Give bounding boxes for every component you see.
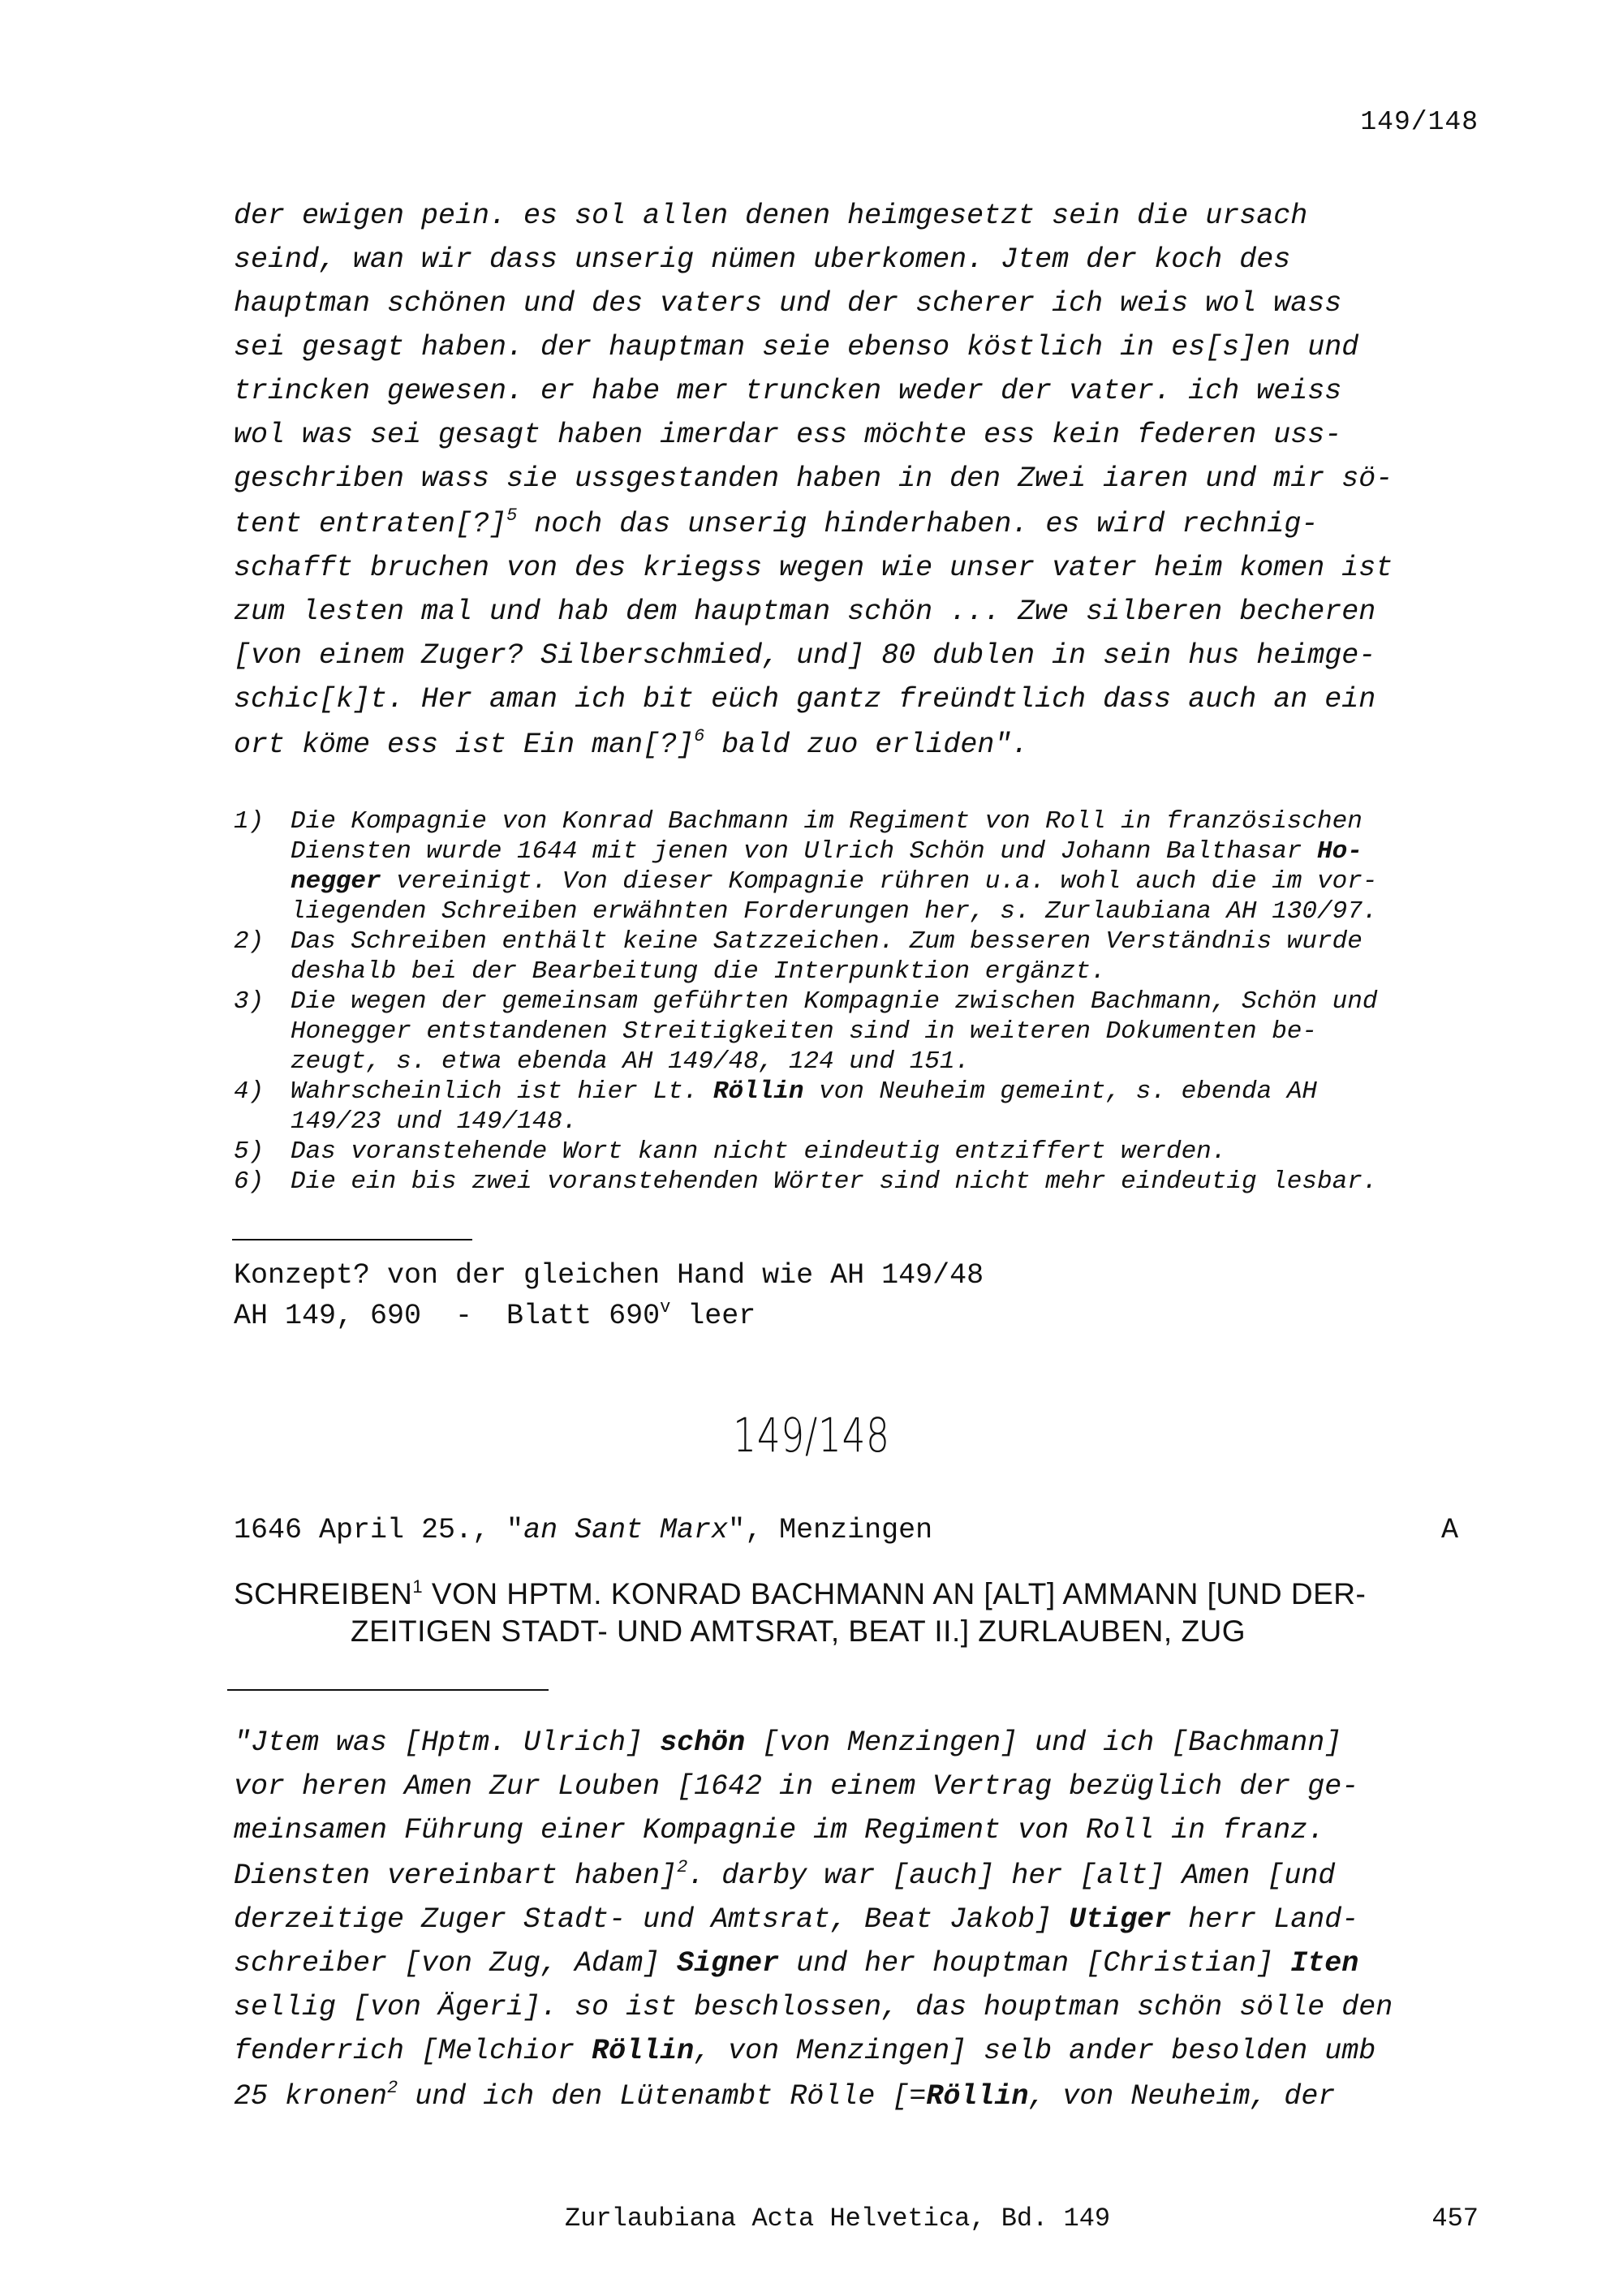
text-line: meinsamen Führung einer Kompagnie im Regiment von Roll in franz. bbox=[234, 1814, 1325, 1847]
footer-title: Zurlaubiana Acta Helvetica, Bd. 149 bbox=[565, 2204, 1111, 2234]
running-header-page-ref: 149/148 bbox=[1360, 107, 1479, 137]
footnote-ref: 6 bbox=[694, 726, 705, 746]
document-title-line: ZEITIGEN STADT- UND AMTSRAT, BEAT II.] ZURLAUBEN, ZUG bbox=[351, 1615, 1246, 1648]
text-line: schreiber [von Zug, Adam] Signer und her houptman [Christian] Iten bbox=[234, 1947, 1359, 1980]
footnote-line: zeugt, s. etwa ebenda AH 149/48, 124 und 151. bbox=[291, 1047, 971, 1076]
document-title: SCHREIBEN$^1$ VON HPTM. KONRAD BACHMANN AN [ALT] AMMANN [UND DER- bbox=[234, 1576, 1367, 1610]
footnote-line: deshalb bei der Bearbeitung die Interpunktion ergänzt. bbox=[291, 957, 1106, 986]
text-line: vor heren Amen Zur Louben [1642 in einem Vertrag bezüglich der ge- bbox=[234, 1770, 1359, 1803]
text-line: schic[k]t. Her aman ich bit eüch gantz freündtlich dass auch an ein bbox=[234, 683, 1376, 716]
footnote-1: 1) Die Kompagnie von Konrad Bachmann im Regiment von Roll in französischen bbox=[234, 807, 1363, 836]
text-line: Diensten vereinbart haben]$^2$. darby war [auch] her [alt] Amen [und bbox=[234, 1857, 1336, 1892]
footnote-line: negger vereinigt. Von dieser Kompagnie rühren u.a. wohl auch die im vor- bbox=[291, 867, 1378, 896]
text-line: seind, wan wir dass unserig nümen uberkomen. Jtem der koch des bbox=[234, 243, 1291, 276]
footnote-divider bbox=[232, 1239, 472, 1240]
text-line: [von einem Zuger? Silberschmied, und] 80 dublen in sein hus heimge- bbox=[234, 639, 1376, 672]
text-line: sellig [von Ägeri]. so ist beschlossen, das houptman schön sölle den bbox=[234, 1991, 1393, 2023]
footnote-5: 5) Das voranstehende Wort kann nicht eindeutig entziffert werden. bbox=[234, 1137, 1227, 1166]
text-line: wol was sei gesagt haben imerdar ess möchte ess kein federen uss- bbox=[234, 419, 1342, 451]
text-line: hauptman schönen und des vaters und der scherer ich weis wol wass bbox=[234, 287, 1342, 320]
footnote-4: 4) Wahrscheinlich ist hier Lt. Röllin von Neuheim gemeint, s. ebenda AH bbox=[234, 1077, 1318, 1106]
document-number: 149/148 bbox=[733, 1408, 890, 1463]
source-reference: AH 149, 690 - Blatt 690$^v$ leer bbox=[234, 1297, 756, 1332]
document-grade: A bbox=[1441, 1514, 1459, 1546]
text-line: fenderrich [Melchior Röllin, von Menzingen] selb ander besolden umb bbox=[234, 2035, 1376, 2067]
footnote-ref: 5 bbox=[506, 505, 518, 526]
text-line: "Jtem was [Hptm. Ulrich] schön [von Menzingen] und ich [Bachmann] bbox=[234, 1726, 1342, 1759]
text-line: 25 kronen$^2$ und ich den Lütenambt Rölle [=Röllin, von Neuheim, der bbox=[234, 2078, 1336, 2113]
source-note: Konzept? von der gleichen Hand wie AH 149/48 bbox=[234, 1259, 984, 1292]
text-line: derzeitige Zuger Stadt- und Amtsrat, Beat Jakob] Utiger herr Land- bbox=[234, 1903, 1359, 1936]
footnote-line: Honegger entstandenen Streitigkeiten sind in weiteren Dokumenten be- bbox=[291, 1017, 1318, 1046]
text-line: schafft bruchen von des kriegss wegen wie unser vater heim komen ist bbox=[234, 552, 1393, 584]
footnote-6: 6) Die ein bis zwei voranstehenden Wörter sind nicht mehr eindeutig lesbar. bbox=[234, 1167, 1378, 1196]
footnote-line: liegenden Schreiben erwähnten Forderungen her, s. Zurlaubiana AH 130/97. bbox=[291, 897, 1378, 926]
text-line: sei gesagt haben. der hauptman seie ebenso köstlich in es[s]en und bbox=[234, 331, 1359, 363]
footnote-line: 149/23 und 149/148. bbox=[291, 1107, 578, 1136]
document-date: 1646 April 25., "an Sant Marx", Menzingen bbox=[234, 1514, 933, 1546]
text-line: tent entraten[?]$^5$ noch das unserig hinderhaben. es wird rechnig- bbox=[234, 505, 1319, 540]
title-divider bbox=[227, 1689, 549, 1691]
text-line: ort köme ess ist Ein man[?]$^6$ bald zuo erliden". bbox=[234, 726, 1029, 761]
page-number: 457 bbox=[1431, 2204, 1479, 2234]
text-line: der ewigen pein. es sol allen denen heimgesetzt sein die ursach bbox=[234, 200, 1308, 232]
text-line: geschriben wass sie ussgestanden haben in den Zwei iaren und mir sö- bbox=[234, 462, 1393, 495]
text-line: trincken gewesen. er habe mer truncken weder der vater. ich weiss bbox=[234, 375, 1342, 407]
footnote-line: Diensten wurde 1644 mit jenen von Ulrich Schön und Johann Balthasar Ho- bbox=[291, 837, 1363, 866]
text-line: zum lesten mal und hab dem hauptman schön ... Zwe silberen becheren bbox=[234, 595, 1376, 628]
footnote-3: 3) Die wegen der gemeinsam geführten Kompagnie zwischen Bachmann, Schön und bbox=[234, 987, 1378, 1016]
footnote-2: 2) Das Schreiben enthält keine Satzzeichen. Zum besseren Verständnis wurde bbox=[234, 927, 1363, 956]
